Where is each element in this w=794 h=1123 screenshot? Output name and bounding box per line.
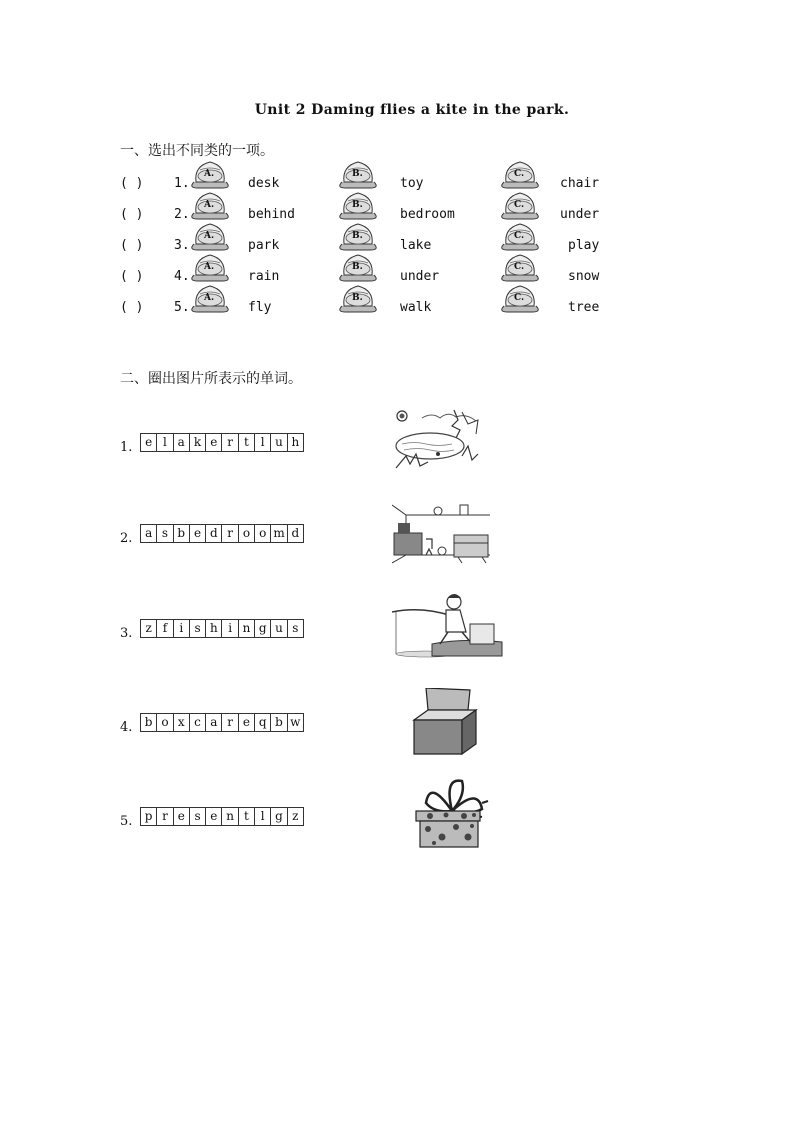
option-a-badge-letter: A. [204, 262, 215, 272]
option-b-badge-letter: B. [352, 231, 363, 241]
answer-blank: ( ) [120, 207, 144, 222]
option-b-badge [336, 253, 382, 285]
word-search-row [120, 712, 304, 735]
letter-cell[interactable]: q [255, 714, 271, 731]
section1-heading: 一、选出不同类的一项。 [120, 143, 274, 159]
option-b-badge-letter: B. [352, 200, 363, 210]
option-c-text: snow [568, 269, 600, 284]
option-c-badge [498, 160, 544, 192]
letter-cell[interactable]: i [222, 620, 238, 637]
answer-blank: ( ) [120, 176, 144, 191]
letter-cell[interactable]: e [141, 434, 157, 451]
letter-cell[interactable]: r [222, 434, 238, 451]
letter-cell[interactable]: b [174, 525, 190, 542]
option-b-badge-letter: B. [352, 293, 363, 303]
letter-cell[interactable]: a [141, 525, 157, 542]
option-a-badge [188, 222, 234, 254]
option-c-badge-letter: C. [514, 293, 525, 303]
option-b-text: under [400, 269, 440, 284]
answer-blank: ( ) [120, 238, 144, 253]
option-c-badge [498, 222, 544, 254]
option-a-text: rain [248, 269, 280, 284]
letter-cell[interactable]: z [292, 808, 299, 823]
option-c-text: play [568, 238, 600, 253]
letter-cell[interactable]: h [206, 620, 222, 637]
letter-cell[interactable]: b [271, 714, 287, 731]
letter-cell[interactable]: c [190, 714, 206, 731]
question-number: 5. [174, 300, 190, 315]
word-search-row [120, 523, 304, 546]
letter-grid [140, 433, 304, 452]
letter-cell[interactable]: g [255, 620, 271, 637]
present-picture [412, 779, 492, 853]
letter-cell[interactable]: e [206, 434, 222, 451]
option-b-text: bedroom [400, 207, 455, 222]
fishing-picture [392, 594, 504, 662]
letter-cell[interactable]: n [222, 808, 238, 825]
letter-cell[interactable]: m [271, 525, 287, 542]
option-c-badge [498, 253, 544, 285]
option-c-text: chair [560, 176, 600, 191]
option-b-badge [336, 222, 382, 254]
option-a-text: park [248, 238, 280, 253]
option-b-badge [336, 160, 382, 192]
word-search-row [120, 806, 304, 829]
letter-cell[interactable]: s [157, 525, 173, 542]
option-a-badge [188, 191, 234, 223]
option-b-text: toy [400, 176, 424, 191]
letter-cell[interactable]: r [222, 714, 238, 731]
option-a-badge-letter: A. [204, 169, 215, 179]
item-number: 4. [120, 719, 133, 735]
page-title: Unit 2 Daming flies a kite in the park. [254, 102, 570, 118]
option-c-badge-letter: C. [514, 169, 525, 179]
item-number: 2. [120, 530, 133, 546]
letter-cell[interactable]: s [292, 620, 299, 635]
option-a-badge-letter: A. [204, 231, 215, 241]
option-a-text: behind [248, 207, 295, 222]
letter-cell[interactable]: e [190, 525, 206, 542]
letter-cell[interactable]: s [190, 620, 206, 637]
option-c-badge-letter: C. [514, 200, 525, 210]
option-a-badge-letter: A. [204, 293, 215, 303]
item-number: 3. [120, 625, 133, 641]
letter-cell[interactable]: t [239, 434, 255, 451]
letter-cell[interactable]: e [206, 808, 222, 825]
question-row [120, 294, 640, 320]
item-number: 5. [120, 813, 133, 829]
letter-cell[interactable]: f [157, 620, 173, 637]
option-b-badge-letter: B. [352, 169, 363, 179]
option-c-badge [498, 284, 544, 316]
letter-cell[interactable]: x [174, 714, 190, 731]
word-search-row [120, 432, 304, 455]
letter-grid [140, 619, 304, 638]
letter-cell[interactable]: b [141, 714, 157, 731]
letter-cell[interactable]: u [271, 620, 287, 637]
option-a-text: desk [248, 176, 280, 191]
answer-blank: ( ) [120, 269, 144, 284]
letter-grid [140, 524, 304, 543]
question-number: 2. [174, 207, 190, 222]
letter-cell[interactable]: g [271, 808, 287, 825]
letter-cell[interactable]: r [222, 525, 238, 542]
letter-cell[interactable]: i [174, 620, 190, 637]
question-number: 3. [174, 238, 190, 253]
letter-cell[interactable]: a [206, 714, 222, 731]
letter-cell[interactable]: a [174, 434, 190, 451]
letter-cell[interactable]: o [255, 525, 271, 542]
letter-cell[interactable]: s [190, 808, 206, 825]
letter-grid [140, 807, 304, 826]
item-number: 1. [120, 439, 133, 455]
letter-cell[interactable]: n [239, 620, 255, 637]
letter-cell[interactable]: e [239, 714, 255, 731]
letter-cell[interactable]: l [157, 434, 173, 451]
option-a-badge-letter: A. [204, 200, 215, 210]
option-c-badge [498, 191, 544, 223]
letter-cell[interactable]: z [141, 620, 157, 637]
letter-cell[interactable]: l [255, 808, 271, 825]
option-a-badge [188, 253, 234, 285]
letter-cell[interactable]: o [157, 714, 173, 731]
lake-picture [392, 406, 482, 478]
box-picture [412, 688, 478, 760]
letter-cell[interactable]: t [239, 808, 255, 825]
option-c-text: under [560, 207, 600, 222]
option-c-badge-letter: C. [514, 231, 525, 241]
bedroom-picture [392, 499, 490, 569]
letter-cell[interactable]: w [290, 714, 301, 729]
option-a-text: fly [248, 300, 272, 315]
letter-grid [140, 713, 304, 732]
question-number: 1. [174, 176, 190, 191]
word-search-row [120, 618, 304, 641]
letter-cell[interactable]: l [255, 434, 271, 451]
option-b-badge [336, 191, 382, 223]
letter-cell[interactable]: e [174, 808, 190, 825]
letter-cell[interactable]: u [271, 434, 287, 451]
option-b-text: walk [400, 300, 432, 315]
option-c-text: tree [568, 300, 600, 315]
answer-blank: ( ) [120, 300, 144, 315]
letter-cell[interactable]: r [157, 808, 173, 825]
option-a-badge [188, 284, 234, 316]
letter-cell[interactable]: d [291, 525, 300, 540]
letter-cell[interactable]: o [239, 525, 255, 542]
option-b-text: lake [400, 238, 432, 253]
section2-heading: 二、圈出图片所表示的单词。 [120, 371, 302, 387]
option-c-badge-letter: C. [514, 262, 525, 272]
letter-cell[interactable]: p [141, 808, 157, 825]
question-number: 4. [174, 269, 190, 284]
option-a-badge [188, 160, 234, 192]
letter-cell[interactable]: h [291, 434, 300, 449]
letter-cell[interactable]: k [190, 434, 206, 451]
option-b-badge-letter: B. [352, 262, 363, 272]
option-b-badge [336, 284, 382, 316]
letter-cell[interactable]: d [206, 525, 222, 542]
